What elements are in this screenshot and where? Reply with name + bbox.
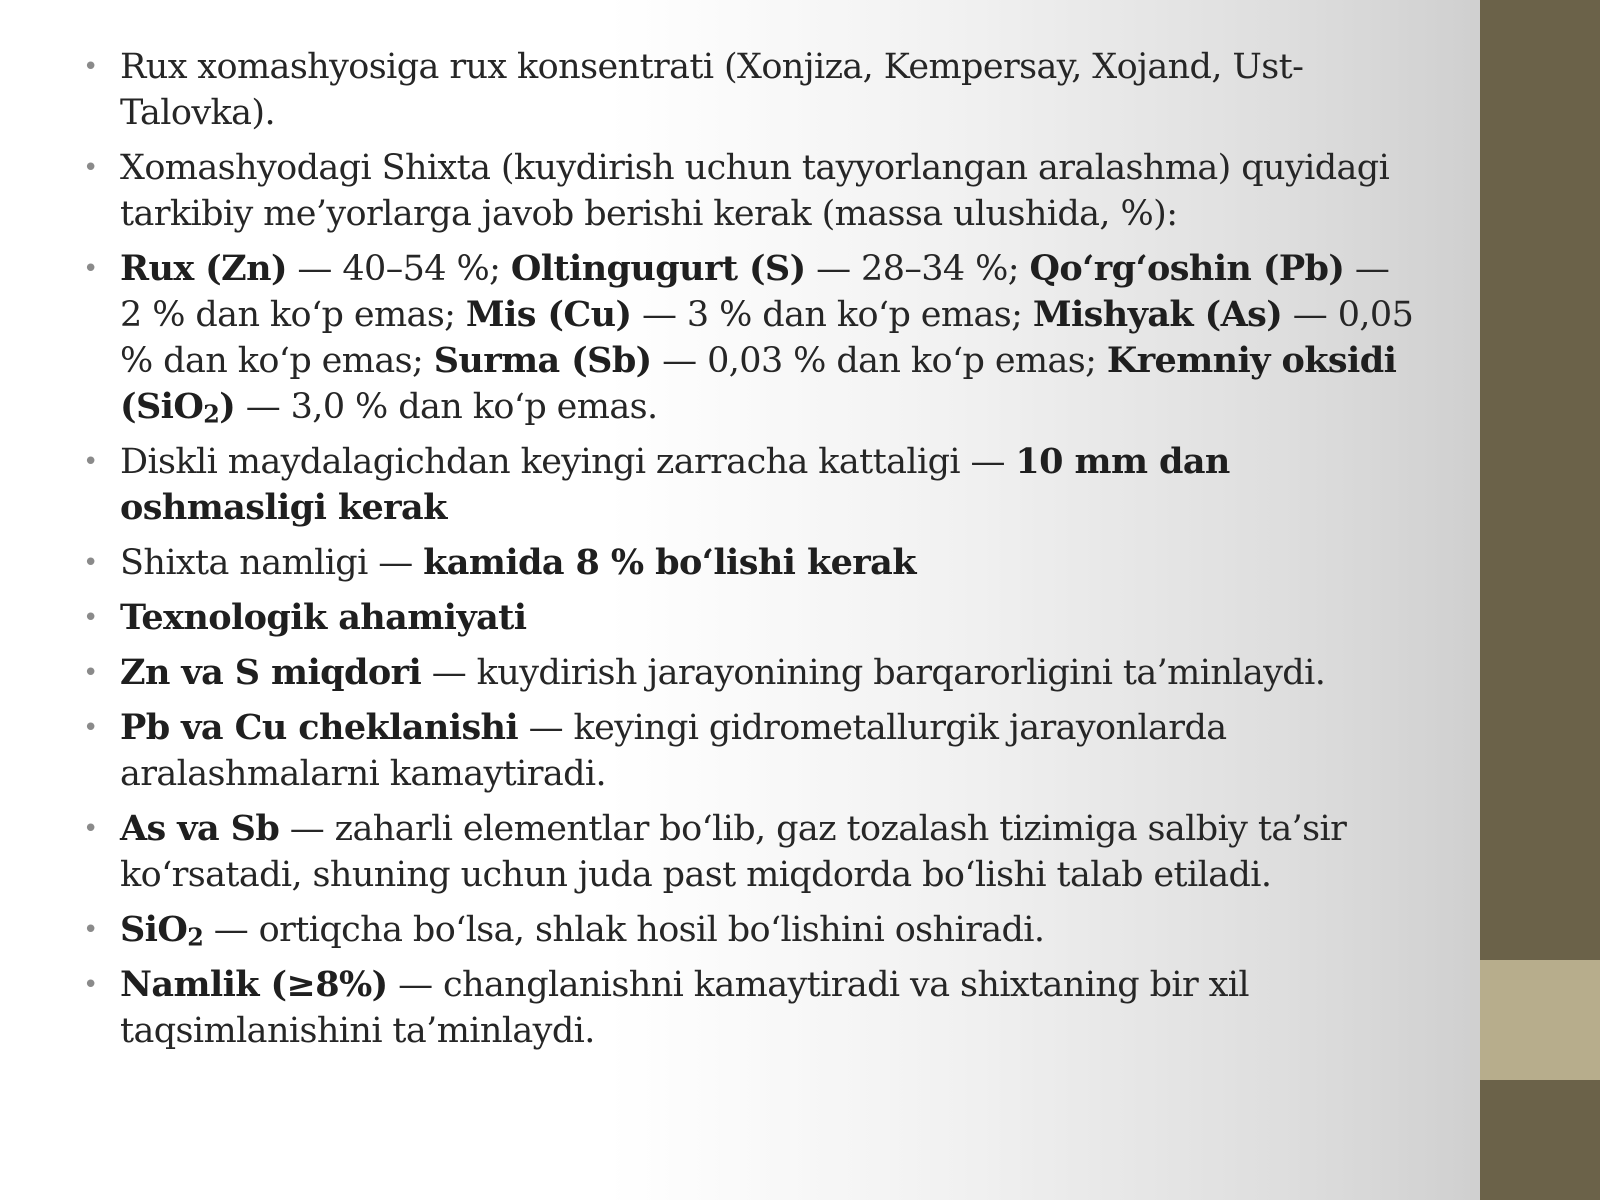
silica-label-close: ) xyxy=(219,386,236,427)
bullet-sio2 xyxy=(80,907,1420,953)
bullet-raw-material xyxy=(80,44,1420,136)
bullet-icon: • xyxy=(83,52,98,82)
bullet-pb-cu-limits xyxy=(80,705,1420,797)
bullet-icon: • xyxy=(83,153,98,183)
sio2-term-text: SiO xyxy=(120,909,188,950)
element-antimony-label: Surma (Sb) xyxy=(433,340,652,381)
bullet-text: — keyingi gidrometallurgik jarayonlarda aralashmalarni kamaytiradi. xyxy=(120,708,1227,794)
element-zinc-value: — 40–54 %; xyxy=(286,249,511,289)
slide-content xyxy=(80,44,1420,1063)
bullet-composition-limits xyxy=(80,246,1420,430)
element-zinc-label: Rux (Zn) xyxy=(120,248,287,289)
bullet-icon: • xyxy=(83,713,98,743)
element-sulfur-value: — 28–34 %; xyxy=(805,249,1030,289)
bullet-emphasis: 10 mm dan oshmasligi kerak xyxy=(120,441,1230,528)
bullet-icon: • xyxy=(83,915,98,945)
element-copper-label: Mis (Cu) xyxy=(465,294,632,335)
bullet-emphasis: kamida 8 % bo‘lishi kerak xyxy=(423,542,916,583)
bullet-text: — ortiqcha bo‘lsa, shlak hosil bo‘lishini oshiradi. xyxy=(203,910,1045,950)
bullet-text: — kuydirish jarayonining barqarorligini ta’minlaydi. xyxy=(421,653,1326,693)
element-lead-value: — 2 % dan ko‘p emas; xyxy=(120,249,1390,335)
bullet-text: — changlanishni kamaytiradi va shixtaning bir xil taqsimlanishini ta’minlaydi. xyxy=(120,965,1249,1051)
bullet-text: Diskli maydalagichdan keyingi zarracha kattaligi — xyxy=(120,442,1016,482)
side-decor-accent xyxy=(1480,960,1600,1080)
bullet-icon: • xyxy=(83,548,98,578)
bullet-icon: • xyxy=(83,970,98,1000)
bullet-icon: • xyxy=(83,254,98,284)
silica-label-text: Kremniy oksidi (SiO xyxy=(120,340,1397,427)
bullet-term: As va Sb xyxy=(120,808,280,849)
bullet-icon: • xyxy=(83,603,98,633)
bullet-zn-s-content xyxy=(80,650,1420,696)
sio2-subscript: 2 xyxy=(187,923,204,952)
bullet-term: Zn va S miqdori xyxy=(120,652,422,693)
bullet-term xyxy=(120,909,203,950)
element-lead-label: Qo‘rg‘oshin (Pb) xyxy=(1029,248,1345,289)
bullet-term: Namlik (≥8%) xyxy=(120,964,388,1005)
silica-subscript: 2 xyxy=(203,400,220,429)
bullet-text: Rux xomashyosiga rux konsentrati (Xonjiza, Kempersay, Xojand, Ust-Talovka). xyxy=(120,47,1304,133)
section-heading: Texnologik ahamiyati xyxy=(120,597,527,638)
bullet-text: — zaharli elementlar bo‘lib, gaz tozalash tizimiga salbiy ta’sir ko‘rsatadi, shuning uchun juda past miqdorda bo‘lishi talab etiladi. xyxy=(120,809,1347,895)
bullet-icon: • xyxy=(83,447,98,477)
bullet-moisture-effect xyxy=(80,962,1420,1054)
element-copper-value: — 3 % dan ko‘p emas; xyxy=(631,295,1033,335)
element-sulfur-label: Oltingugurt (S) xyxy=(510,248,806,289)
bullet-particle-size xyxy=(80,439,1420,531)
bullet-term: Pb va Cu cheklanishi xyxy=(120,707,519,748)
bullet-icon: • xyxy=(83,814,98,844)
element-arsenic-label: Mishyak (As) xyxy=(1032,294,1283,335)
element-silica-value: — 3,0 % dan ko‘p emas. xyxy=(235,387,658,427)
bullet-icon: • xyxy=(83,658,98,688)
bullet-text: Shixta namligi — xyxy=(120,543,424,583)
bullet-text: Xomashyodagi Shixta (kuydirish uchun tayyorlangan aralashma) quyidagi tarkibiy me’yorlarga javob berishi kerak (massa ulushida, %): xyxy=(120,148,1390,234)
bullet-list xyxy=(80,44,1420,1054)
bullet-as-sb xyxy=(80,806,1420,898)
bullet-technological-significance-heading xyxy=(80,595,1420,641)
bullet-moisture-requirement xyxy=(80,540,1420,586)
element-arsenic-value: — 0,05 % dan ko‘p emas; xyxy=(120,295,1414,381)
element-antimony-value: — 0,03 % dan ko‘p emas; xyxy=(651,341,1107,381)
bullet-charge-requirements xyxy=(80,145,1420,237)
